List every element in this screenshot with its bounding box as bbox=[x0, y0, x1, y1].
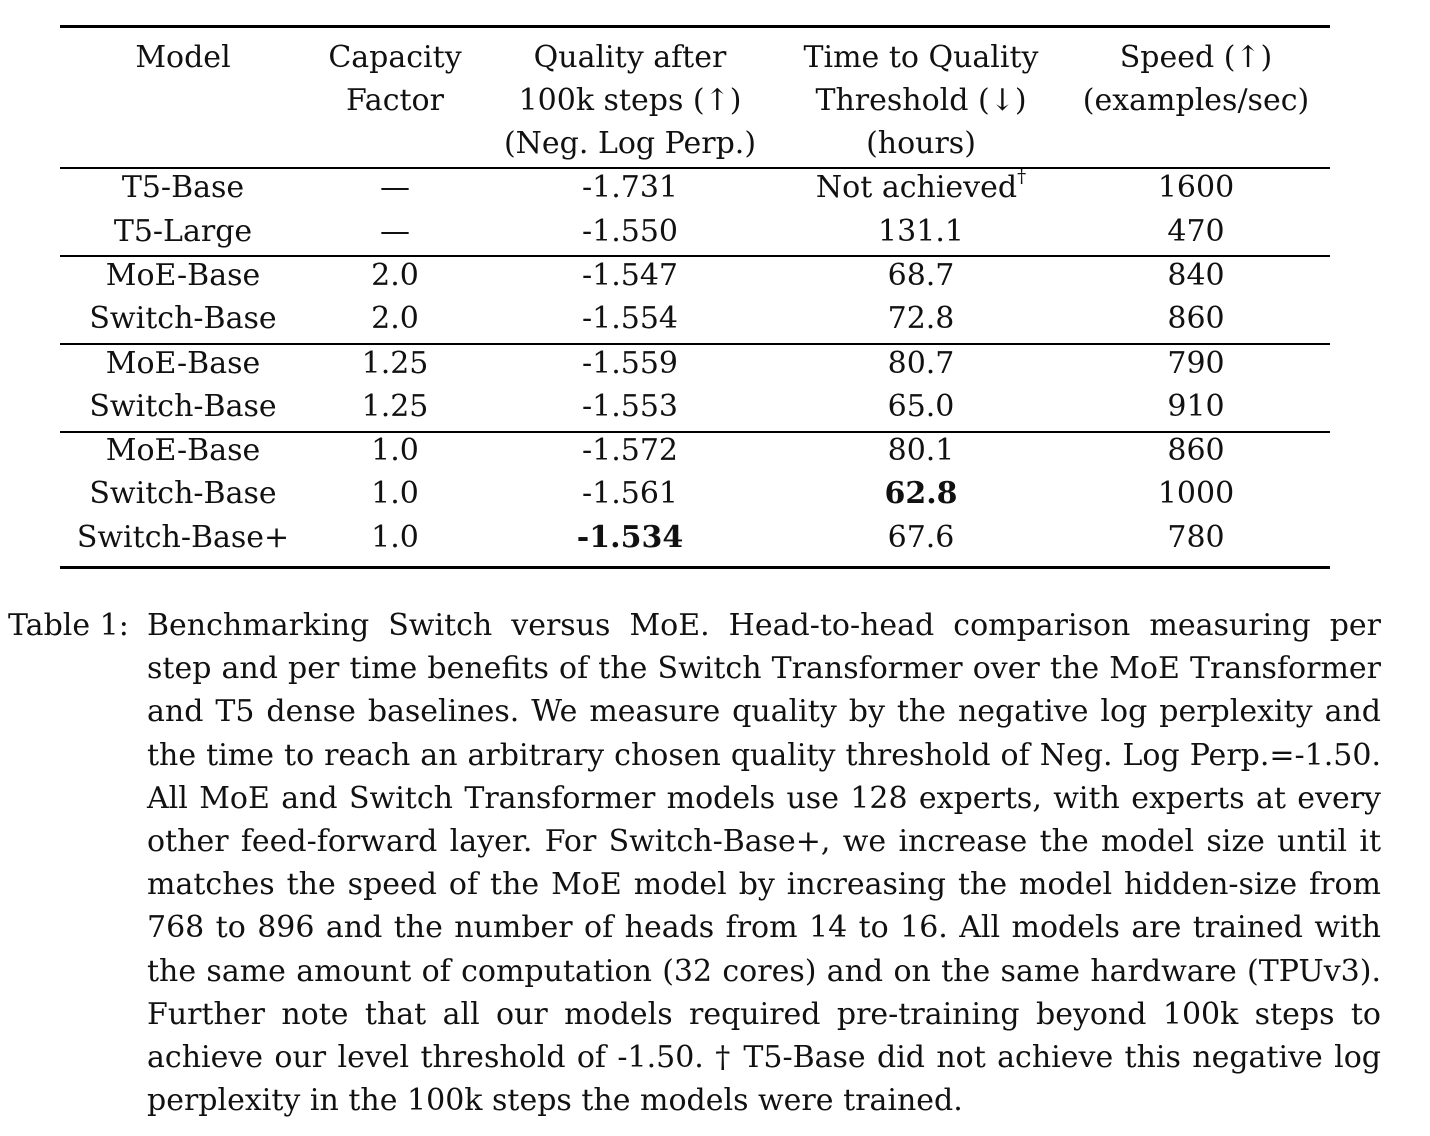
cell-quality: -1.731 bbox=[581, 170, 679, 205]
cell-quality: -1.553 bbox=[581, 389, 679, 424]
cell-quality: -1.550 bbox=[581, 214, 679, 249]
header-line: Quality after bbox=[533, 40, 727, 75]
cell-model: Switch-Base+ bbox=[76, 520, 290, 555]
header-model bbox=[135, 36, 230, 79]
cell-time-value: Not achieved bbox=[815, 170, 1018, 205]
cell-capacity: — bbox=[380, 214, 410, 249]
cell-model: Switch-Base bbox=[89, 389, 277, 424]
cell-speed: 470 bbox=[1167, 214, 1225, 249]
cell-capacity: 1.25 bbox=[361, 346, 429, 381]
cell-capacity: 2.0 bbox=[371, 258, 419, 293]
cell-model: MoE-Base bbox=[105, 433, 261, 468]
header-line: Factor bbox=[346, 83, 444, 118]
header-line: Speed (↑) bbox=[1119, 40, 1273, 75]
cell-speed: 1000 bbox=[1157, 476, 1235, 511]
cell-capacity: 1.0 bbox=[371, 520, 419, 555]
header-line: (examples/sec) bbox=[1082, 83, 1310, 118]
table-top-rule bbox=[60, 25, 1330, 28]
cell-speed: 910 bbox=[1167, 389, 1225, 424]
header-line: Threshold (↓) bbox=[815, 83, 1027, 118]
cell-speed: 860 bbox=[1167, 301, 1225, 336]
cell-model: T5-Large bbox=[113, 214, 253, 249]
cell-time: 131.1 bbox=[878, 214, 964, 249]
cell-time bbox=[816, 166, 1026, 209]
cell-capacity: — bbox=[380, 170, 410, 205]
cell-quality: -1.559 bbox=[581, 346, 679, 381]
cell-quality: -1.561 bbox=[581, 476, 679, 511]
caption-text: Benchmarking Switch versus MoE. Head-to-head comparison measuring per step and per time benefits of the Switch Transformer over the MoE Transformer and T5 dense baselines. We measure quality by the negative log perplexity and the time to reach an arbitrary chosen quality threshold of Neg. Log Perp.=-1.50. All MoE and Switch Transformer models use 128 experts, with experts at every other feed-forward layer. For Switch-Base+, we increase the model size until it matches the speed of the MoE model by increasing the model hidden-size from 768 to 896 and the number of heads from 14 to 16. All models are trained with the same amount of computation (32 cores) and on the same hardware (TPUv3). Further note that all our models required pre-training beyond 100k steps to achieve our level threshold of -1.50. † T5-Base did not achieve this negative log perplexity in the 100k steps the models were trained. bbox=[147, 608, 1381, 1119]
cell-speed: 860 bbox=[1167, 433, 1225, 468]
header-line: (hours) bbox=[866, 126, 976, 161]
cell-quality: -1.554 bbox=[581, 301, 679, 336]
header-line: Time to Quality bbox=[803, 40, 1039, 75]
cell-capacity: 1.0 bbox=[371, 433, 419, 468]
header-capacity-factor bbox=[328, 36, 461, 122]
cell-time: 65.0 bbox=[887, 389, 955, 424]
cell-model: MoE-Base bbox=[105, 258, 261, 293]
header-line: 100k steps (↑) bbox=[518, 83, 742, 118]
cell-model: Switch-Base bbox=[89, 476, 277, 511]
header-line: (Neg. Log Perp.) bbox=[503, 126, 757, 161]
cell-model: MoE-Base bbox=[105, 346, 261, 381]
cell-time: 67.6 bbox=[887, 520, 955, 555]
table-bottom-rule bbox=[60, 566, 1330, 569]
cell-quality: -1.547 bbox=[581, 258, 679, 293]
cell-time-best: 62.8 bbox=[884, 476, 958, 511]
cell-capacity: 1.25 bbox=[361, 389, 429, 424]
cell-model: Switch-Base bbox=[89, 301, 277, 336]
header-quality bbox=[504, 36, 756, 165]
cell-speed: 790 bbox=[1167, 346, 1225, 381]
cell-speed: 840 bbox=[1167, 258, 1225, 293]
cell-quality: -1.572 bbox=[581, 433, 679, 468]
cell-capacity: 1.0 bbox=[371, 476, 419, 511]
header-line: Model bbox=[135, 40, 231, 75]
cell-time: 72.8 bbox=[887, 301, 955, 336]
cell-capacity: 2.0 bbox=[371, 301, 419, 336]
dagger-footnote-mark: † bbox=[1017, 166, 1027, 187]
caption-label: Table 1: bbox=[8, 608, 129, 643]
header-time-to-quality bbox=[804, 36, 1039, 165]
cell-time: 68.7 bbox=[887, 258, 955, 293]
cell-speed: 780 bbox=[1167, 520, 1225, 555]
cell-time: 80.7 bbox=[887, 346, 955, 381]
cell-time: 80.1 bbox=[887, 433, 955, 468]
header-speed bbox=[1083, 36, 1309, 122]
cell-model: T5-Base bbox=[121, 170, 245, 205]
header-line: Capacity bbox=[328, 40, 462, 75]
header-rule bbox=[60, 167, 1330, 169]
cell-speed: 1600 bbox=[1157, 170, 1235, 205]
cell-quality-best: -1.534 bbox=[576, 520, 684, 555]
